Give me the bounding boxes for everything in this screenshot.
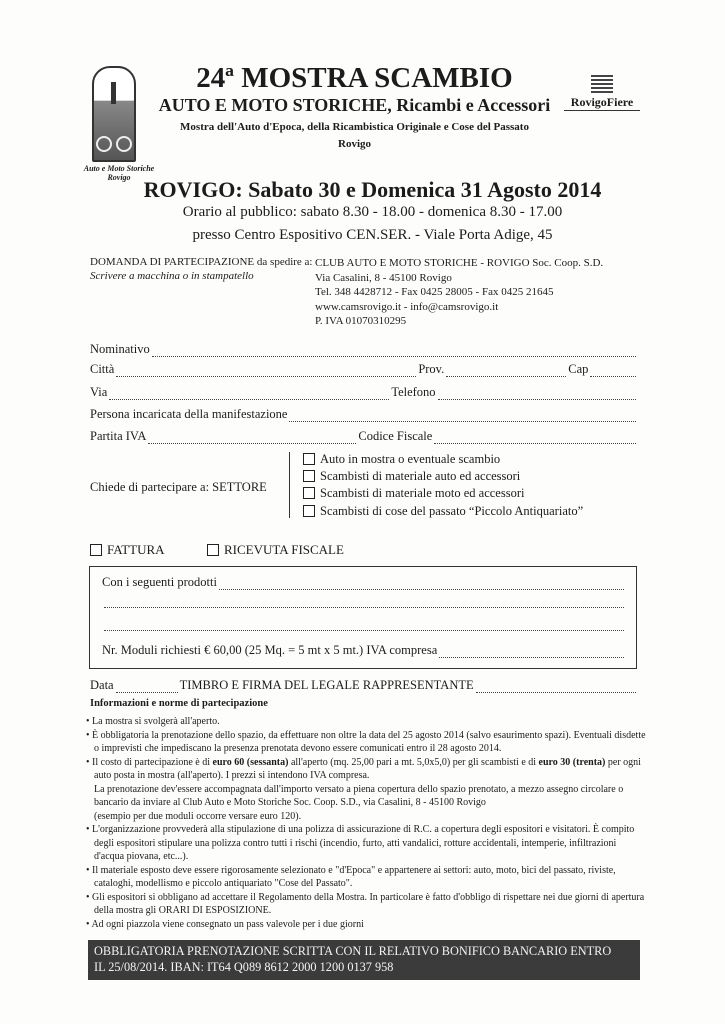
event-city: Rovigo [338,138,371,150]
club-address [315,256,603,329]
event-subtitle: AUTO E MOTO STORICHE, Ricambi e Accessori [158,95,551,115]
field-label: Persona incaricata della manifestazione [90,407,288,421]
products-line[interactable] [102,621,626,631]
checkbox[interactable] [303,470,315,482]
field-label: TIMBRO E FIRMA DEL LEGALE RAPPRESENTANTE [179,678,474,692]
info-item-continued: La prenotazione dev'essere accompagnata dall'importo versato a piena copertura dello spazio prenotato, a mezzo assegno circolare o bancario da inviare al Club Auto e Moto Storiche Soc. Coop. S.D., via Casalini, 8 - 45100 Rovigo [94,783,624,808]
checkbox[interactable] [90,544,102,556]
event-title: 24ª MOSTRA SCAMBIO [196,62,513,94]
info-item: • Il materiale esposto deve essere rigorosamente selezionato e "d'Epoca" e appartenere ai settori: auto, moto, bici del passato, riviste, cataloghi, modellismo e piccolo antiquariato "Cose del Passato". [86,864,648,891]
products-line[interactable] [102,598,626,608]
info-item: • Ad ogni piazzola viene consegnato un pass valevole per i due giorni [86,918,648,932]
field-label: Con i seguenti prodotti [102,575,217,589]
rovigofiere-logo [564,75,640,111]
field-label: Cap [568,362,589,376]
field-label: Via [90,385,108,399]
text: per ogni auto posta in mostra (all'aperto). I prezzi si intendono IVA compresa. [94,756,641,781]
club-logo-caption: Auto e Moto Storiche Rovigo [83,164,155,182]
event-venue: presso Centro Espositivo CEN.SER. - Viale Porta Adige, 45 [192,227,553,243]
citta-row[interactable] [90,362,638,377]
info-heading: Informazioni e norme di partecipazione [90,698,268,709]
address-line: Via Casalini, 8 - 45100 Rovigo [315,271,452,284]
moduli-field[interactable] [102,643,626,658]
field-label: Nominativo [90,342,150,356]
banner-line: OBBLIGATORIA PRENOTAZIONE SCRITTA CON IL RELATIVO BONIFICO BANCARIO ENTRO [94,944,612,958]
banner-line: IL 25/08/2014. IBAN: IT64 Q089 8612 2000 1200 0137 958 [94,960,394,974]
application-label: DOMANDA DI PARTECIPAZIONE da spedire a: [90,256,313,268]
info-item: • Gli espositori si obbligano ad accettare il Regolamento della Mostra. In particolare è fatto d'obbligo di rispettare nei due giorni di apertura della mostra gli ORARI DI ESPOSIZIONE. [86,891,648,918]
signature-row[interactable] [90,678,638,693]
field-label: Data [90,678,114,692]
info-item: • È obbligatoria la prenotazione dello spazio, da effettuare non oltre la data del 25 agosto 2014 (salvo esaurimento spazi). Eventuali disdette o imprevisti che impediscano la presenza prenotata devono essere comunicati entro il 28 agosto 2014. [86,729,648,756]
address-line: www.camsrovigo.it - info@camsrovigo.it [315,300,499,313]
field-label: Nr. Moduli richiesti € 60,00 (25 Mq. = 5 mt x 5 mt.) IVA compresa [102,643,438,657]
text: Il costo di partecipazione è di [92,756,213,768]
event-date: ROVIGO: Sabato 30 e Domenica 31 Agosto 2014 [143,177,602,202]
field-label: Telefono [391,385,436,399]
price: euro 60 (sessanta) [212,756,289,768]
partner-name: RovigoFiere [564,95,640,111]
piva-row[interactable] [90,429,638,444]
field-label: Prov. [418,362,445,376]
ricevuta-option[interactable] [207,542,344,558]
field-label: Città [90,362,115,376]
info-item: • L'organizzazione provvederà alla stipulazione di una polizza di assicurazione di R.C. a copertura degli espositori e visitatori. È compito degli espositori stipulare una polizza contro tutti i rischi (incendio, furto, atti vandalici, rotture accidentali, intemperie, infiltrazioni d'acqua piovana, etc...). [86,823,648,864]
sector-option[interactable] [303,486,524,501]
info-item [86,756,648,783]
sector-option[interactable] [303,469,520,484]
option-label: Auto in mostra o eventuale scambio [320,452,501,466]
sector-option[interactable] [303,504,583,519]
option-label: Scambisti di materiale moto ed accessori [320,486,525,500]
field-label: Codice Fiscale [358,429,433,443]
address-line: CLUB AUTO E MOTO STORICHE - ROVIGO Soc. Coop. S.D. [315,257,604,269]
application-note: Scrivere a macchina o in stampatello [90,270,254,282]
building-icon [591,75,613,95]
option-label: RICEVUTA FISCALE [224,542,344,557]
field-label: Partita IVA [90,429,147,443]
option-label: Scambisti di cose del passato “Piccolo Antiquariato” [320,504,584,518]
sector-option[interactable] [303,452,500,467]
sector-bracket [289,452,290,518]
option-label: Scambisti di materiale auto ed accessori [320,469,521,483]
address-line: P. IVA 01070310295 [315,315,407,327]
checkbox[interactable] [303,487,315,499]
info-item: • La mostra si svolgerà all'aperto. [86,715,648,729]
persona-field[interactable] [90,407,638,422]
price: euro 30 (trenta) [538,756,606,768]
info-list [86,715,648,931]
sector-label: Chiede di partecipare a: SETTORE [90,480,267,494]
fattura-option[interactable] [90,542,165,558]
nominativo-field[interactable] [90,342,638,357]
checkbox[interactable] [207,544,219,556]
option-label: FATTURA [107,542,165,557]
via-row[interactable] [90,385,638,400]
info-item-continued: (esempio per due moduli occorre versare euro 120). [94,810,302,822]
checkbox[interactable] [303,505,315,517]
products-field[interactable] [102,575,626,590]
address-line: Tel. 348 4428712 - Fax 0425 28005 - Fax 0425 21645 [315,286,554,298]
event-tagline: Mostra dell'Auto d'Epoca, della Ricambistica Originale e Cose del Passato [180,121,529,133]
checkbox[interactable] [303,453,315,465]
text: all'aperto (mq. 25,00 pari a mt. 5,0x5,0) per gli scambisti e di [288,756,539,768]
iban-banner [88,940,640,980]
event-hours: Orario al pubblico: sabato 8.30 - 18.00 - domenica 8.30 - 17.00 [182,204,563,220]
